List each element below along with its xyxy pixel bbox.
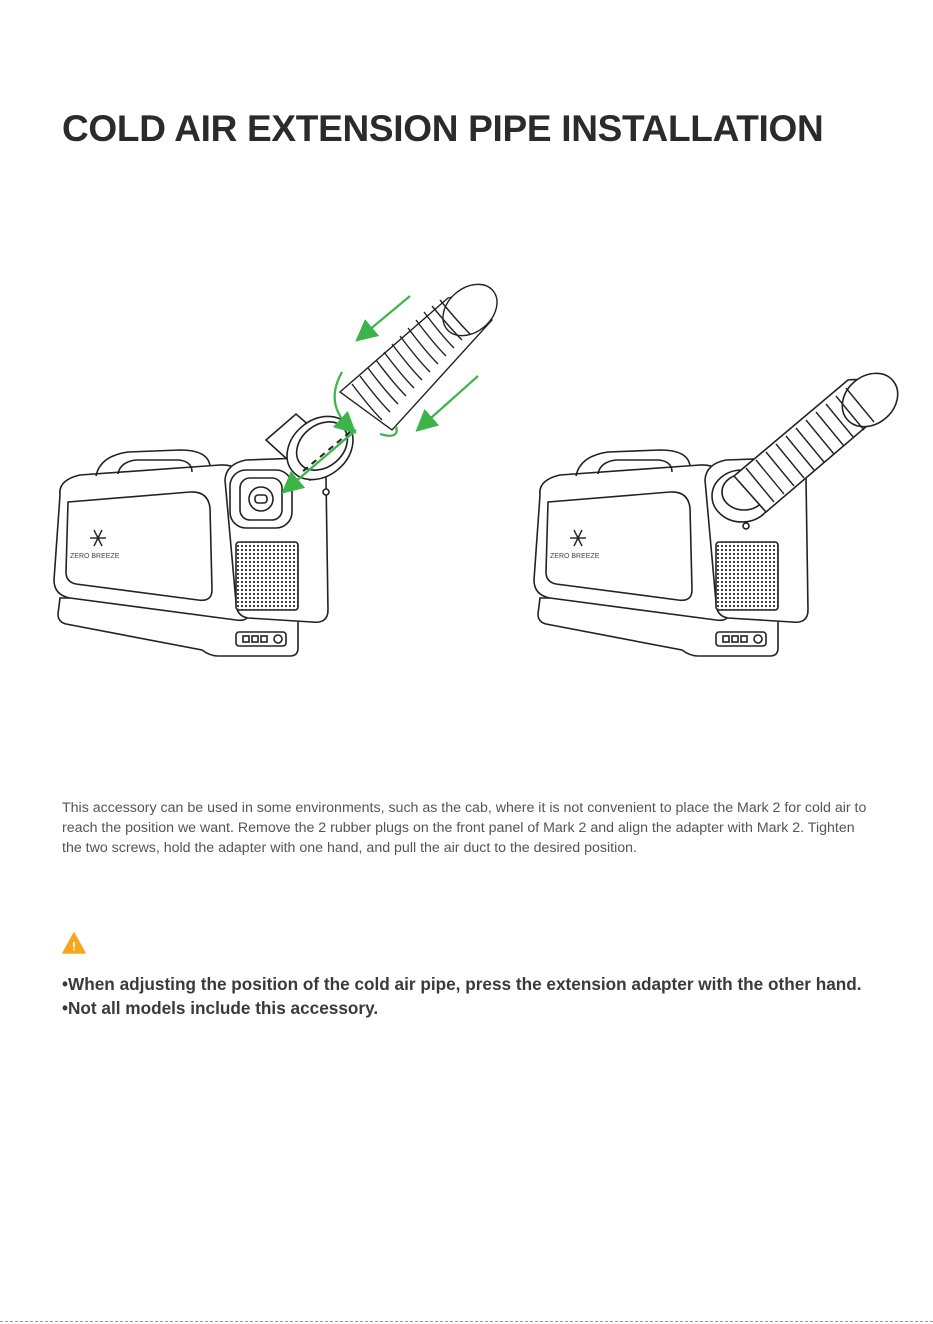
notes-list xyxy=(62,972,862,1020)
left-hose xyxy=(340,280,507,430)
warning-glyph: ! xyxy=(72,939,76,954)
note-item: •When adjusting the position of the cold air pipe, press the extension adapter with the other hand. xyxy=(62,974,862,994)
page-bottom-rule xyxy=(0,1321,933,1322)
right-unit-brand: ZERO BREEZE xyxy=(550,553,600,560)
left-unit-brand: ZERO BREEZE xyxy=(70,553,120,560)
note-item: •Not all models include this accessory. xyxy=(62,998,379,1018)
installation-illustration xyxy=(40,280,900,670)
page-title: COLD AIR EXTENSION PIPE INSTALLATION xyxy=(62,108,824,149)
right-unit xyxy=(534,362,900,656)
description-paragraph: This accessory can be used in some environments, such as the cab, where it is not convenient to place the Mark 2 for cold air to reach the position we want. Remove the 2 rubber plugs on the front panel of Mark 2 and align the adapter with Mark 2. Tighten the two screws, hold the adapter with one hand, and pull the air duct to the desired position. xyxy=(62,800,867,856)
warning-triangle-icon xyxy=(62,932,86,954)
